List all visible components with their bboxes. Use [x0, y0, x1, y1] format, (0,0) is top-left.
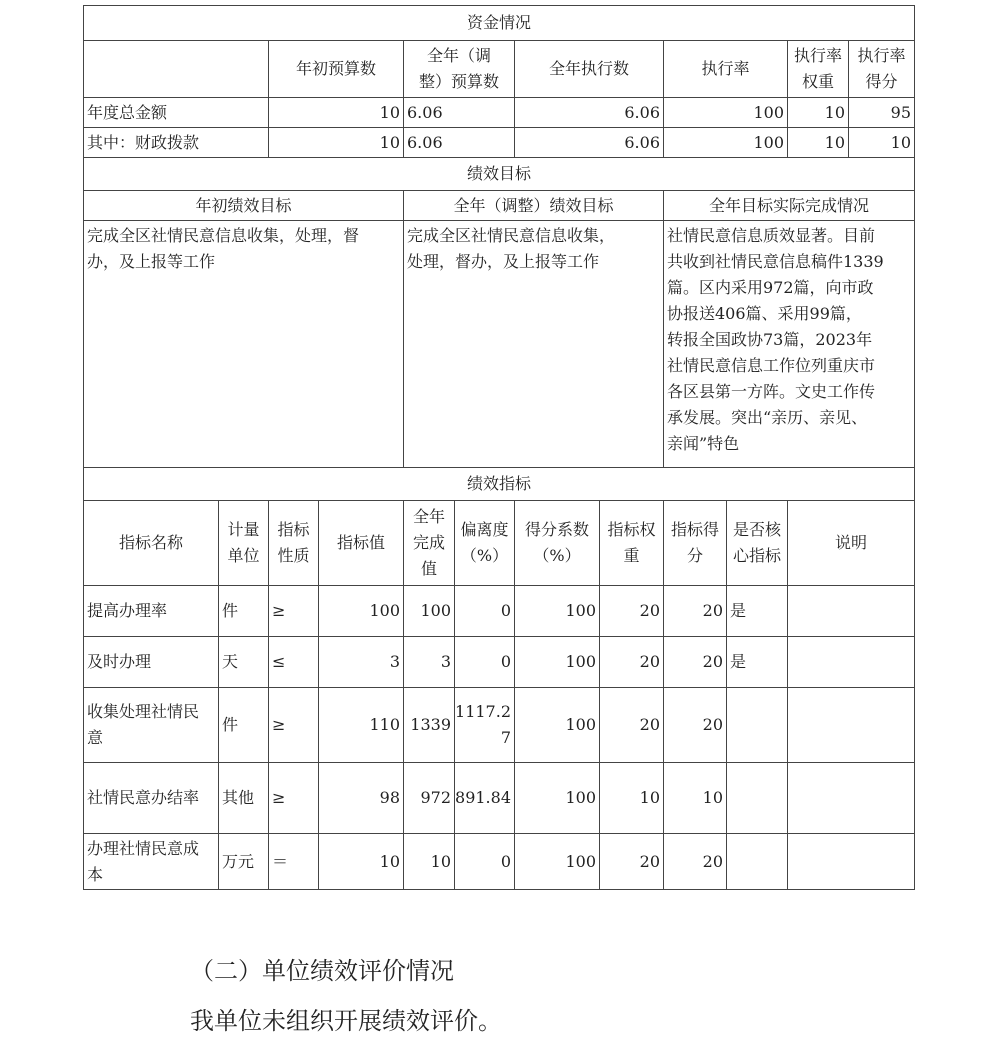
indicator-coef: 100: [565, 851, 596, 871]
indicator-score: 20: [702, 851, 723, 871]
header-score: 指标得 分: [670, 520, 719, 565]
header-core: 是否核 心指标: [732, 520, 781, 565]
indicator-completed: 972: [420, 788, 451, 807]
funds-row-score: 10: [890, 132, 911, 152]
indicator-note: [788, 834, 914, 889]
indicator-core: 是: [730, 652, 747, 671]
indicator-core: [727, 763, 787, 833]
indicator-name: 社情民意办结率: [87, 788, 200, 807]
header-actual-completion: 全年目标实际完成情况: [708, 195, 869, 215]
indicator-completed: 1339: [410, 715, 451, 734]
indicator-core: 是: [730, 601, 747, 620]
indicator-note: [788, 637, 914, 687]
funds-row-weight: 10: [824, 132, 845, 152]
indicator-name: 提高办理率: [87, 601, 168, 620]
adjusted-goal-text: 完成全区社情民意信息收集， 处理，督办，及上报等工作: [407, 226, 616, 271]
indicator-target: 100: [369, 601, 400, 620]
header-coef: 得分系数 （%）: [524, 520, 589, 565]
indicator-weight: 20: [639, 652, 660, 671]
indicator-coef: 100: [565, 788, 596, 807]
indicator-core: [727, 834, 787, 889]
funds-row-label: 年度总金额: [87, 102, 168, 122]
indicator-deviation: 1117.2 7: [455, 702, 511, 747]
funds-title: 资金情况: [466, 13, 531, 32]
indicator-unit: 其他: [222, 788, 255, 807]
header-rate-weight: 执行率 权重: [793, 46, 842, 91]
indicator-coef: 100: [565, 601, 596, 620]
indicator-weight: 20: [639, 601, 660, 620]
indicators-title: 绩效指标: [466, 474, 531, 493]
indicator-target: 10: [379, 851, 400, 871]
header-unit: 计量 单位: [227, 520, 260, 565]
funds-row-score: 95: [890, 102, 911, 122]
funds-row-adjusted: 6.06: [407, 132, 443, 152]
indicator-unit: 万元: [222, 851, 255, 871]
header-rate-score: 执行率 得分: [857, 46, 906, 91]
header-indicator-name: 指标名称: [118, 533, 183, 552]
indicator-weight: 20: [639, 851, 660, 871]
indicator-target: 3: [389, 652, 400, 671]
header-target: 指标值: [336, 533, 385, 552]
header-note: 说明: [834, 533, 867, 552]
indicator-completed: 10: [430, 851, 451, 871]
actual-completion-text: 社情民意信息质效显著。目前 共收到社情民意信息稿件1339 篇。区内采用972篇，向市政 协报送406篇、采用99篇， 转报全国政协73篇，2023年 社情民意信息工作位列重庆市 各区县第一方阵。文史工作传 承发展。突出“亲历、亲见、 亲闻”特色: [667, 226, 884, 453]
indicator-weight: 10: [639, 788, 660, 807]
header-executed: 全年执行数: [548, 59, 629, 78]
header-adjusted-goal: 全年（调整）绩效目标: [453, 195, 614, 215]
indicator-name: 及时办理: [87, 652, 152, 671]
indicator-completed: 3: [440, 652, 451, 671]
indicator-unit: 件: [222, 715, 239, 734]
indicator-nature: ≤: [272, 652, 286, 671]
indicator-deviation: 0: [500, 652, 511, 671]
indicator-core: [727, 688, 787, 762]
header-exec-rate: 执行率: [701, 59, 750, 78]
indicator-deviation: 0: [500, 601, 511, 620]
indicator-nature: ≥: [272, 788, 286, 807]
indicator-score: 20: [702, 601, 723, 620]
funds-row-weight: 10: [824, 102, 845, 122]
header-deviation: 偏离度 （%）: [460, 520, 509, 565]
indicator-target: 98: [379, 788, 400, 807]
indicator-coef: 100: [565, 715, 596, 734]
funds-row-rate: 100: [753, 132, 784, 152]
funds-row-initial: 10: [379, 102, 400, 122]
indicator-weight: 20: [639, 715, 660, 734]
indicator-score: 10: [702, 788, 723, 807]
indicator-name: 收集处理社情民 意: [87, 702, 200, 747]
indicator-note: [788, 688, 914, 762]
indicator-completed: 100: [420, 601, 451, 620]
indicator-nature: ≥: [272, 601, 286, 620]
indicator-score: 20: [702, 715, 723, 734]
header-initial-goal: 年初绩效目标: [195, 195, 292, 215]
funds-row-executed: 6.06: [624, 132, 660, 152]
funds-row-rate: 100: [753, 102, 784, 122]
header-completed: 全年 完成 值: [412, 507, 445, 578]
goals-title: 绩效目标: [466, 164, 531, 183]
funds-row-adjusted: 6.06: [407, 102, 443, 122]
indicator-target: 110: [369, 715, 400, 734]
indicator-note: [788, 763, 914, 833]
indicator-nature: ＝: [272, 851, 289, 871]
indicator-score: 20: [702, 652, 723, 671]
header-weight: 指标权 重: [607, 520, 656, 565]
header-initial-budget: 年初预算数: [295, 59, 376, 78]
indicator-note: [788, 586, 914, 636]
indicator-unit: 天: [222, 652, 239, 671]
funds-row-executed: 6.06: [624, 102, 660, 122]
indicator-nature: ≥: [272, 715, 286, 734]
funds-row-initial: 10: [379, 132, 400, 152]
section-paragraph: 我单位未组织开展绩效评价。: [190, 1007, 502, 1035]
header-adjusted-budget: 全年（调 整）预算数: [418, 46, 499, 91]
funds-row-label: 其中：财政拨款: [87, 132, 200, 152]
initial-goal-text: 完成全区社情民意信息收集，处理，督 办，及上报等工作: [87, 226, 360, 271]
section-heading: （二）单位绩效评价情况: [190, 957, 454, 985]
indicator-deviation: 0: [500, 851, 511, 871]
indicator-name: 办理社情民意成 本: [87, 838, 200, 884]
indicator-unit: 件: [222, 601, 239, 620]
indicator-coef: 100: [565, 652, 596, 671]
header-nature: 指标 性质: [277, 520, 310, 565]
indicator-deviation: 891.84: [455, 788, 511, 807]
